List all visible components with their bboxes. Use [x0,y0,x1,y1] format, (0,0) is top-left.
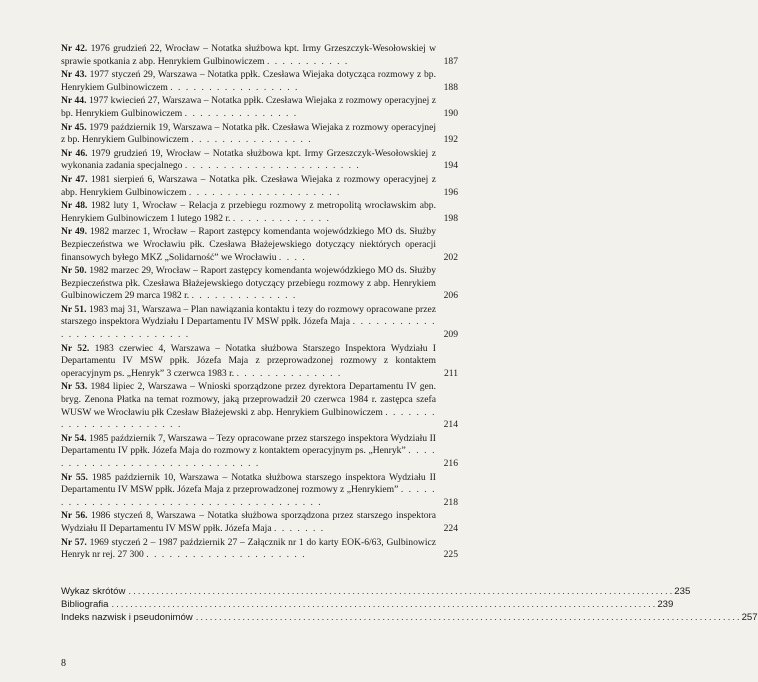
dot-leader: . . . . . . . . . . . . . . . . . . . . . . . [61,406,437,431]
back-entry [61,586,691,599]
back-entry [61,611,758,625]
entry-title: 1977 kwiecień 27, Warszawa – Notatka ppłk. Czesława Wiejaka z rozmowy operacyjnej z bp. Henrykiem Gulbinowiczem [61,95,436,119]
dot-leader: . . . . . . . . . . . . . . [191,290,297,302]
back-entry-page: 257 [741,611,758,623]
dot-leader: . . . . . . . . . . . . . . . . . . . . . . . [184,160,361,172]
toc-entry [61,43,458,68]
back-entry-label: Indeks nazwisk i pseudonimów [61,611,193,623]
entry-number: Nr 52. [61,342,90,354]
entry-page: 196 [443,186,458,198]
entry-page: 187 [443,55,458,67]
dot-leader: . . . . . . . . . . . . . . . . [191,134,313,146]
dot-leader: . . . . . . . [274,522,325,534]
entry-number: Nr 45. [61,121,87,133]
entry-page: 216 [443,458,458,469]
entry-number: Nr 56. [61,510,88,522]
dot-leader: . . . . . . . . . . . . . . [236,367,342,379]
entry-page: 214 [443,419,458,431]
entry-number: Nr 49. [61,226,87,238]
entry-page: 224 [443,522,458,534]
toc-entry [61,433,458,471]
back-matter [61,586,758,624]
entry-number: Nr 44. [61,95,87,107]
dot-leader: . . . . . . . . . . . . . . . . . . . . . . . . . . . . . . . . . . . . . . . [61,484,436,508]
entry-page: 202 [443,251,458,263]
entry-title: 1984 lipiec 2, Warszawa – Wnioski sporządzone przez dyrektora Departamentu IV gen. bryg. Zenona Płatka na temat rozmowy, jaką przeprowadził 20 czerwca 1984 r. zastępca szefa WUSW we Wrocławiu płk Czesław Błażejewski z abp. Henrykiem Gulbinowiczem [61,381,436,418]
toc-entry [61,472,458,510]
entry-number: Nr 47. [61,173,88,185]
entry-number: Nr 53. [61,381,88,393]
entry-number: Nr 57. [61,536,87,548]
back-entry-label: Wykaz skrótów [61,586,126,597]
toc-entry [61,200,458,225]
entry-title: 1976 grudzień 22, Wrocław – Notatka służbowa kpt. Irmy Grzeszczyk-Wesołowskiej w sprawie spotkania z abp. Henrykiem Gulbinowiczem [61,43,436,67]
toc-entry [61,95,458,120]
entry-title: 1981 sierpień 6, Warszawa – Notatka płk. Czesława Wiejaka z rozmowy operacyjnej z abp. Henrykiem Gulbinowiczem [61,173,437,198]
entry-title: 1983 maj 31, Warszawa – Plan nawiązania kontaktu i tezy do rozmowy opracowane przez starszego inspektora Wydziału I Departamentu IV MSW ppłk. Józefa Maja [61,303,436,328]
toc-entry [61,122,458,147]
toc-entry [61,148,458,173]
table-of-contents [61,43,458,563]
dot-leader: ..................................................................................................................... [195,611,742,623]
toc-entry [61,265,458,303]
entry-title: 1986 styczeń 8, Warszawa – Notatka służbowa sporządzona przez starszego inspektora Wydziału II Departamentu IV MSW ppłk. Józefa Maja [61,510,436,534]
entry-page: 188 [443,81,458,93]
dot-leader: . . . . . . . . . . . . . . . . . . . . . [146,549,307,561]
dot-leader: . . . . . . . . . . . [266,55,349,67]
entry-title: 1979 październik 19, Warszawa – Notatka płk. Czesława Wiejaka z rozmowy operacyjnej z bp. Henrykiem Gulbinowiczem [61,121,436,146]
toc-entry [61,304,458,342]
toc-entry [61,537,458,562]
toc-entry [61,69,458,94]
page-number: 8 [61,658,66,669]
entry-number: Nr 42. [61,43,88,54]
entry-number: Nr 43. [61,69,87,81]
dot-leader: . . . . . . . . . . . . . . . . . [170,81,299,93]
back-entry-label: Bibliografia [61,598,109,610]
dot-leader: . . . . . . . . . . . . . [232,212,331,224]
entry-title: 1982 marzec 29, Wrocław – Raport zastępcy komendanta wojewódzkiego MO ds. Służby Bezpieczeństwa płk. Czesława Błażejewskiego dotyczący przebiegu rozmowy z abp. Henrykiem Gulbinowiczem 29 marca 1982 r. [61,265,436,302]
toc-entry [61,510,458,535]
entry-number: Nr 50. [61,265,87,277]
entry-page: 209 [443,329,458,341]
entry-number: Nr 48. [61,200,88,212]
back-entry-page: 239 [657,598,674,610]
toc-entry [61,174,458,199]
entry-number: Nr 54. [61,432,87,444]
back-entry-page: 235 [674,586,691,597]
entry-number: Nr 55. [61,471,88,483]
entry-title: 1969 styczeń 2 – 1987 październik 27 – Załącznik nr 1 do karty EOK-6/63, Gulbinowicz Henryk nr rej. 27 300 [61,536,437,561]
dot-leader: . . . . . . . . . . . . . . . [184,107,298,119]
entry-page: 190 [443,107,458,119]
dot-leader: . . . . . . . . . . . . . . . . . . . . [188,186,341,198]
entry-page: 211 [443,367,458,379]
entry-title: 1982 marzec 1, Wrocław – Raport zastępcy komendanta wojewódzkiego MO ds. Służby Bezpieczeństwa we Wrocławiu płk. Czesława Błażejewskiego dotyczący niektórych operacji finansowych byłego MKZ „Solidarność” we Wrocławiu [61,226,436,263]
dot-leader: . . . . . . . . . . . . . . . . . . . . . . . . . . . . . . [61,445,436,469]
toc-entry [61,343,458,381]
dot-leader: . . . . [278,251,307,263]
back-entry [61,598,674,612]
entry-title: 1982 luty 1, Wrocław – Relacja z przebiegu rozmowy z metropolitą wrocławskim abp. Henrykiem Gulbinowiczem 1 lutego 1982 r. [61,200,437,224]
entry-page: 218 [443,496,458,508]
entry-page: 225 [443,549,458,561]
entry-number: Nr 51. [61,303,87,315]
dot-leader: . . . . . . . . . . . . . . . . . . . . . . . . . . . . [61,316,437,341]
entry-page: 198 [443,212,458,224]
entry-title: 1983 czerwiec 4, Warszawa – Notatka służbowa Starszego Inspektora Wydziału I Departamentu IV MSW ppłk. Józefa Maja z przeprowadzonej rozmowy z kontaktem operacyjnym ps. „Henryk” 3 czerwca 1983 r. [61,342,436,379]
entry-page: 192 [443,134,458,146]
dot-leader: ..................................................................................................................... [111,598,658,610]
entry-number: Nr 46. [61,147,88,159]
dot-leader: ..................................................................................................................... [128,586,675,597]
toc-entry [61,226,458,264]
entry-page: 206 [443,290,458,302]
entry-title: 1985 październik 10, Warszawa – Notatka służbowa starszego inspektora Wydziału II Departamentu IV MSW ppłk. Józefa Maja z przeprowadzonej rozmowy z „Henrykiem” [61,471,436,496]
entry-title: 1979 grudzień 19, Wrocław – Notatka służbowa kpt. Irmy Grzeszczyk-Wesołowskiej z wykonania zadania specjalnego [61,147,436,172]
toc-entry [61,381,458,431]
entry-title: 1985 październik 7, Warszawa – Tezy opracowane przez starszego inspektora Wydziału II Departamentu IV ppłk. Józefa Maja do rozmowy z kontaktem operacyjnym ps. „Henryk” [61,432,436,457]
entry-title: 1977 styczeń 29, Warszawa – Notatka ppłk. Czesława Wiejaka dotycząca rozmowy z bp. Henrykiem Gulbinowiczem [61,69,437,93]
entry-page: 194 [443,160,458,172]
